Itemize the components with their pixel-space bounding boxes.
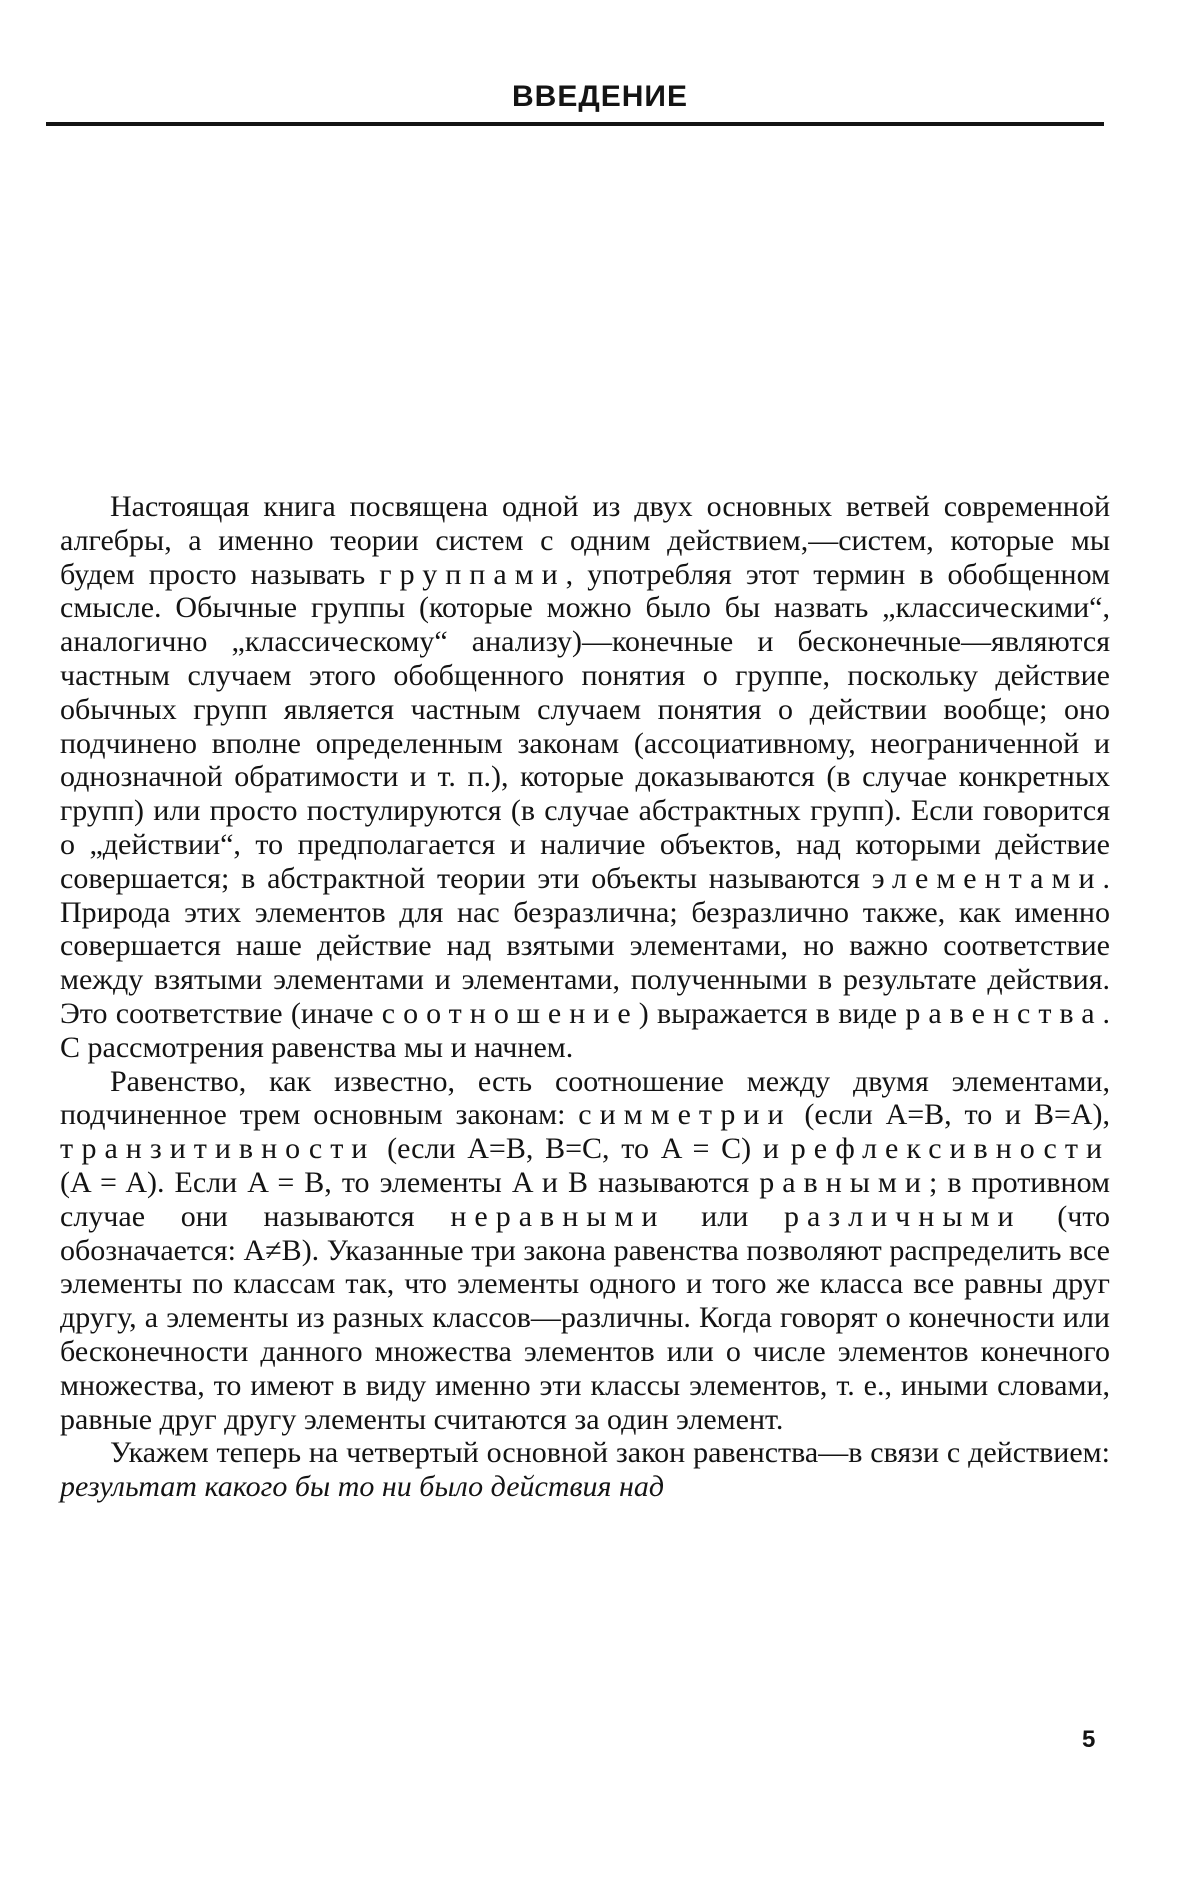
- spaced-term: соотношение: [381, 996, 639, 1030]
- text-run: . С рассмотрения равенства мы и начнем.: [60, 996, 1111, 1064]
- spaced-term: группами: [379, 557, 566, 591]
- spaced-term: различными: [783, 1199, 1022, 1233]
- text-run: Настоящая книга посвящена одной из двух основных ветвей современной алгебры, а именно теории систем с одним действием,—систем, которые мы будем просто называть: [60, 490, 1110, 591]
- page-number: 5: [1082, 1726, 1096, 1753]
- text-run: (если A=B, то и B=A),: [804, 1098, 1111, 1132]
- text-run: (если A=B, B=C, то A = C) и: [387, 1132, 779, 1166]
- text-run: или: [701, 1199, 749, 1233]
- spaced-term: неравными: [450, 1199, 666, 1233]
- text-run: ) выражается в виде: [638, 996, 898, 1030]
- text-run: Равенство, как известно, есть соотношение между двумя элементами, подчиненное трем основным законам:: [60, 1064, 1110, 1132]
- header-rule: [46, 122, 1104, 126]
- spaced-term: равными: [759, 1165, 929, 1199]
- paragraph-3: [60, 1436, 1110, 1504]
- spaced-term: симметрии: [578, 1098, 792, 1132]
- spaced-term: транзитивности: [60, 1132, 376, 1166]
- italic-text: результат какого бы то ни было действия над: [60, 1470, 665, 1504]
- text-run: ; в противном случае они называются: [60, 1165, 1110, 1233]
- text-run: (A = A). Если A = B, то элементы A и B называются: [60, 1165, 750, 1199]
- paragraph-2: [60, 1065, 1110, 1437]
- page-header-title: ВВЕДЕНИЕ: [512, 80, 688, 113]
- text-run: . Природа этих элементов для нас безразлична; безразлично также, как именно совершается наше действие над взятыми элементами, но важно соответствие между взятыми элементами и элементами, полученными в результате действия. Это соответствие (иначе: [60, 861, 1111, 1030]
- spaced-term: рефлексивности: [790, 1132, 1111, 1166]
- spaced-term: равенства: [905, 996, 1103, 1030]
- text-run: (что обозначается: A≠B). Указанные три закона равенства позволяют распределить все элементы по классам так, что элементы одного и того же класса все равны друг другу, а элементы из разных классов—различны. Когда говорят о конечности или бесконечности данного множества элементов или о числе элементов конечного множества, то имеют в виду именно эти классы элементов, т. е., иными словами, равные друг другу элементы считаются за один элемент.: [60, 1199, 1111, 1436]
- spaced-term: элементами: [871, 861, 1103, 895]
- text-run: , употребляя этот термин в обобщенном смысле. Обычные группы (которые можно было бы назвать „классическими“, аналогично „классическому“ анализу)—конечные и бесконечные—являются частным случаем этого обобщенного понятия о группе, поскольку действие обычных групп является частным случаем понятия о действии вообще; оно подчинено вполне определенным законам (ассоциативному, неограниченной и однозначной обратимости и т. п.), которые доказываются (в случае конкретных групп) или просто постулируются (в случае абстрактных групп). Если говорится о „действии“, то предполагается и наличие объектов, над которыми действие совершается; в абстрактной теории эти объекты называются: [60, 557, 1111, 895]
- paragraph-1: [60, 490, 1110, 1065]
- page-body: [60, 490, 1110, 1504]
- text-run: Укажем теперь на четвертый основной закон равенства—в связи с действием:: [110, 1436, 1110, 1470]
